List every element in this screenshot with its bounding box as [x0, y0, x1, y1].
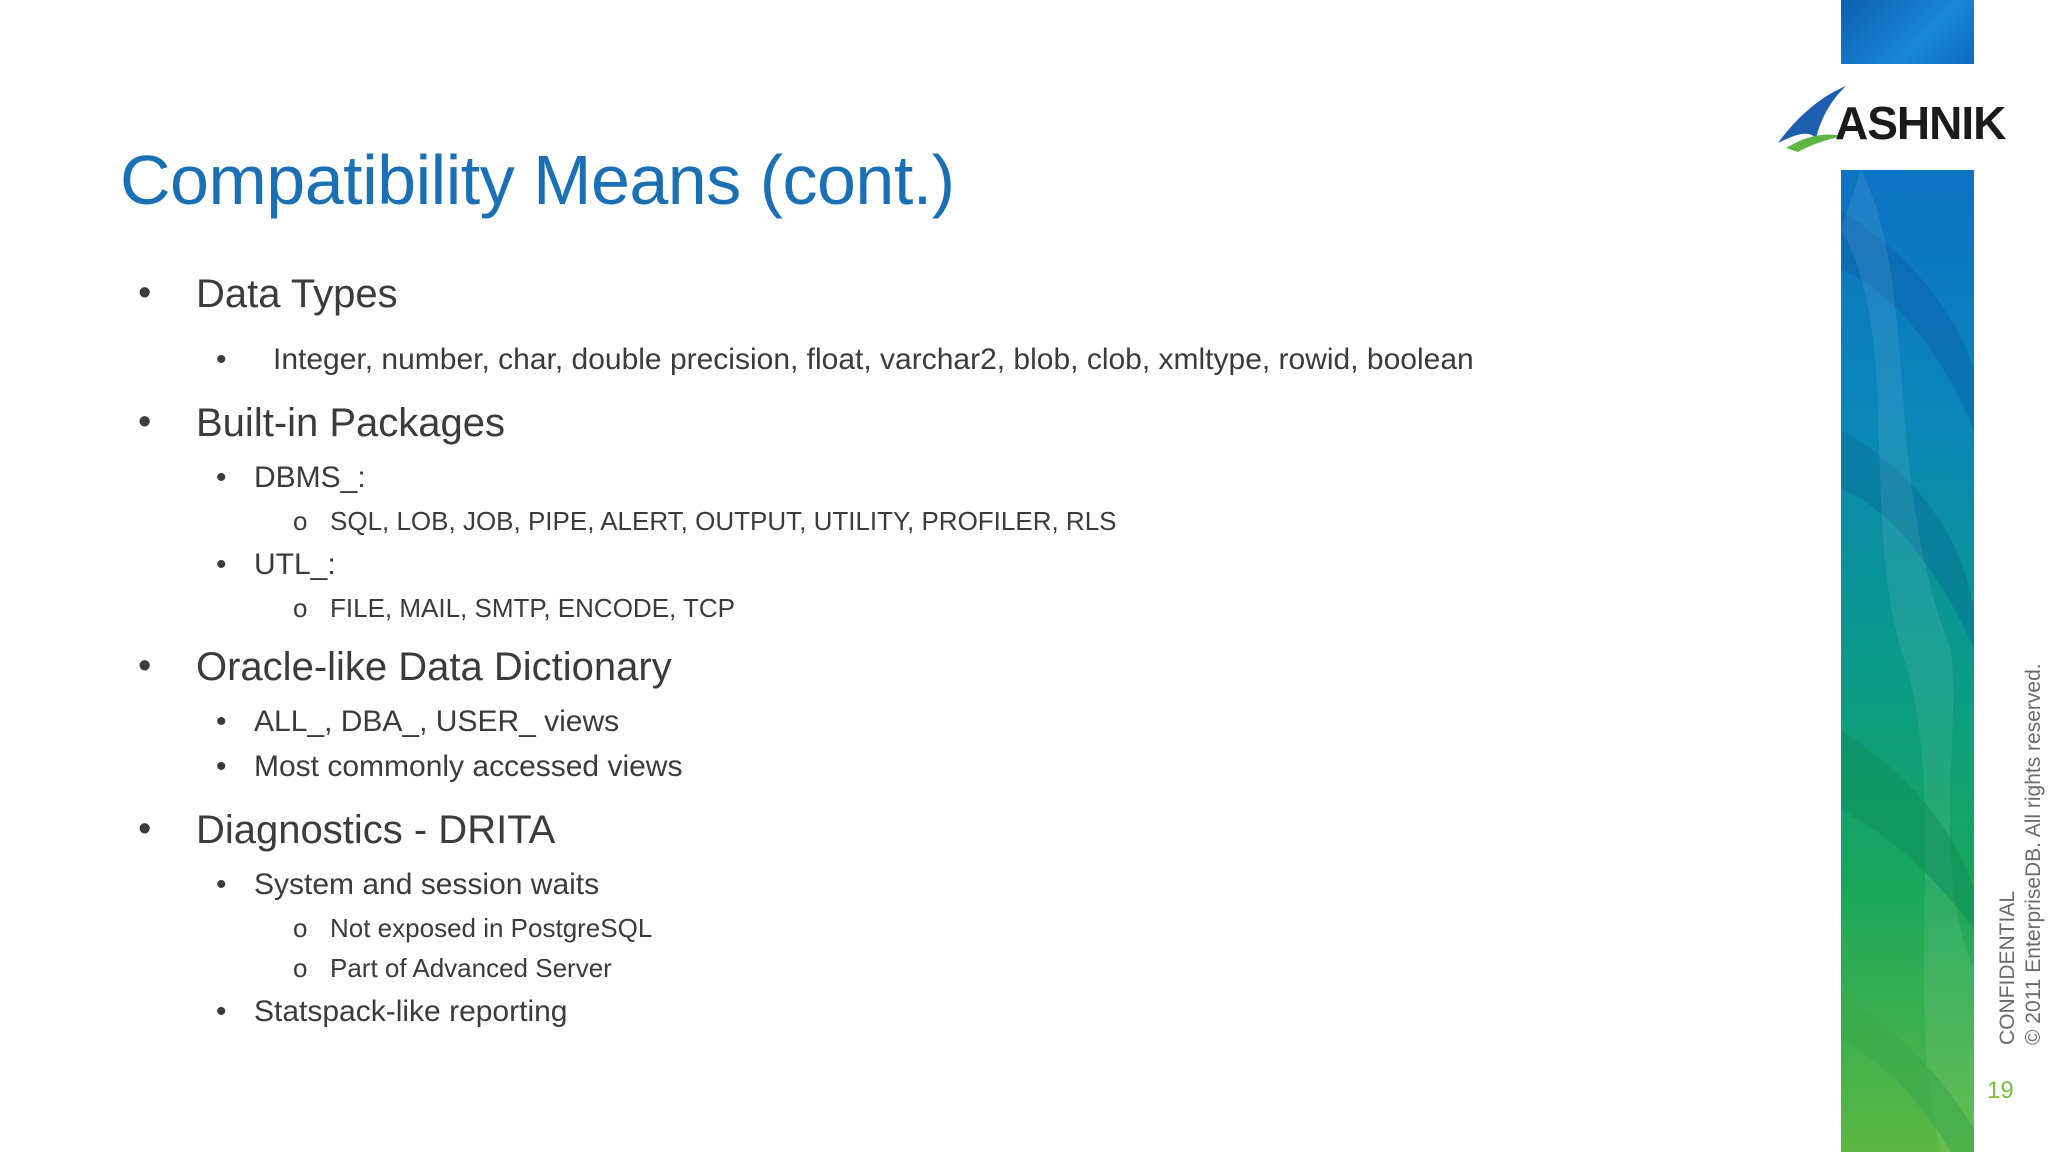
bullet-glyph: • [138, 272, 152, 314]
bullet-glyph: • [216, 548, 227, 581]
bullet-glyph: • [216, 995, 227, 1028]
confidential-label: CONFIDENTIAL [1996, 890, 2019, 1045]
bullet-glyph: • [216, 705, 227, 738]
bullet-text: Not exposed in PostgreSQL [330, 913, 653, 943]
bullet-glyph: • [216, 868, 227, 901]
ashnik-logo-text: ASHNIK [1835, 97, 2006, 149]
page-number: 19 [1987, 1077, 2014, 1104]
sub-sub-bullet-advanced-server [293, 953, 612, 984]
decorative-strip [1841, 170, 1974, 1152]
bullet-text: UTL_: [254, 548, 336, 581]
sub-bullet-dbms [216, 461, 366, 495]
sub-sub-bullet-not-exposed [293, 913, 653, 944]
bullet-glyph: o [293, 913, 308, 943]
slide-title: Compatibility Means (cont.) [120, 141, 955, 219]
bullet-text: SQL, LOB, JOB, PIPE, ALERT, OUTPUT, UTILITY, PROFILER, RLS [330, 506, 1117, 536]
sub-bullet-common-views [216, 750, 683, 784]
sub-bullet-views [216, 705, 620, 739]
bullet-glyph: • [216, 750, 227, 783]
copyright-text: © 2011 EnterpriseDB. All rights reserved. [2022, 663, 2045, 1045]
bullet-text: Data Types [196, 272, 398, 316]
sub-sub-bullet-dbms-list [293, 506, 1117, 537]
bullet-text: Oracle-like Data Dictionary [196, 645, 672, 689]
bullet-oracle-data-dictionary [138, 645, 672, 690]
footer-copyright [1995, 663, 2047, 1045]
bullet-text: System and session waits [254, 868, 600, 901]
bullet-text: Part of Advanced Server [330, 953, 612, 983]
bullet-glyph: • [138, 645, 152, 687]
bullet-text: DBMS_: [254, 461, 366, 494]
bullet-text: FILE, MAIL, SMTP, ENCODE, TCP [330, 593, 736, 623]
sub-bullet-waits [216, 868, 600, 902]
bullet-text: Built-in Packages [196, 401, 506, 445]
bullet-diagnostics-drita [138, 808, 556, 853]
bullet-glyph: o [293, 593, 308, 623]
bullet-text: Diagnostics - DRITA [196, 808, 556, 852]
sub-sub-bullet-utl-list [293, 593, 736, 624]
sub-bullet-utl [216, 548, 336, 582]
bullet-text: Statspack-like reporting [254, 995, 568, 1028]
bullet-glyph: o [293, 953, 308, 983]
bullet-text: Most commonly accessed views [254, 750, 683, 783]
bullet-text: Integer, number, char, double precision, float, varchar2, blob, clob, xmltype, rowid, boolean [273, 343, 1474, 376]
sub-bullet-statspack [216, 995, 568, 1029]
bullet-text: ALL_, DBA_, USER_ views [254, 705, 620, 738]
bullet-glyph: • [138, 808, 152, 850]
bullet-data-types [138, 272, 398, 317]
bullet-glyph: • [216, 343, 227, 376]
bullet-glyph: • [138, 401, 152, 443]
strip-swirl-graphic [1841, 170, 1974, 1152]
bullet-built-in-packages [138, 401, 506, 446]
decorative-strip-top [1841, 0, 1974, 64]
sub-bullet-data-types-list [216, 343, 1474, 377]
bullet-glyph: o [293, 506, 308, 536]
bullet-glyph: • [216, 461, 227, 494]
